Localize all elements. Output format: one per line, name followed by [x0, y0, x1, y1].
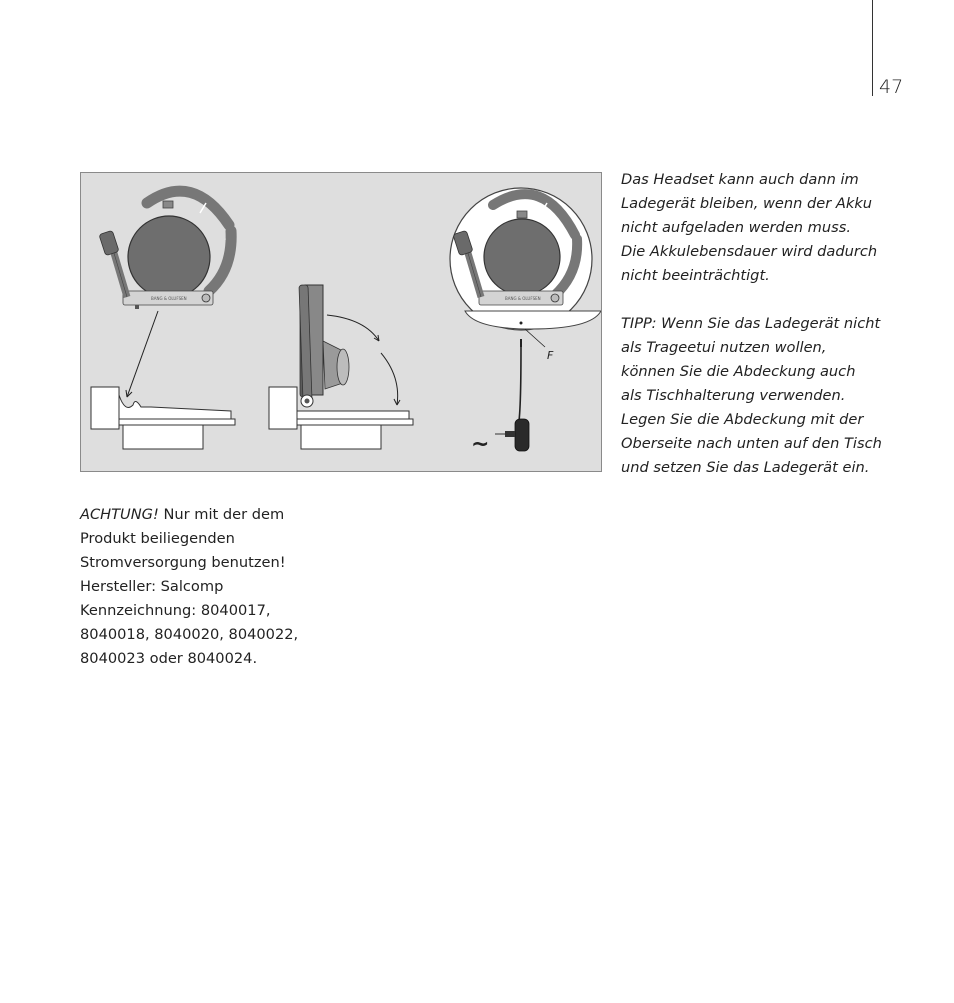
text-line: Hersteller: Salcomp	[80, 578, 224, 595]
mains-symbol: ~	[471, 432, 490, 457]
warning-paragraph	[80, 503, 360, 671]
charger-illustration	[80, 172, 602, 472]
text-line: Legen Sie die Abdeckung mit der	[621, 411, 864, 428]
text-line: Das Headset kann auch dann im	[621, 171, 859, 188]
charger-stand-3	[450, 188, 601, 330]
charger-cover-1	[91, 387, 235, 449]
text-line: 8040023 oder 8040024.	[80, 650, 258, 667]
text-line: Ladegerät bleiben, wenn der Akku	[621, 195, 873, 212]
text-line: als Trageetui nutzen wollen,	[621, 339, 827, 356]
text-line: nicht beeinträchtigt.	[621, 267, 770, 284]
page-divider-line	[872, 0, 873, 96]
text-line: Oberseite nach unten auf den Tisch	[621, 435, 882, 452]
charger-with-headset-1	[99, 191, 231, 309]
warning-emphasis: ACHTUNG!	[80, 506, 159, 523]
label-f: F	[547, 349, 554, 362]
warning-note	[80, 503, 360, 671]
power-cable-and-plug	[495, 339, 529, 451]
text-line: Stromversorgung benutzen!	[80, 554, 286, 571]
svg-text:BANG & OLUFSEN: BANG & OLUFSEN	[505, 296, 541, 301]
svg-text:BANG & OLUFSEN: BANG & OLUFSEN	[151, 296, 187, 301]
text-line: nicht aufgeladen werden muss.	[621, 219, 851, 236]
charger-illustration-drawing	[81, 173, 601, 471]
text-line: und setzen Sie das Ladegerät ein.	[621, 459, 870, 476]
side-note-paragraph-2	[621, 312, 901, 480]
side-note-paragraph-1	[621, 168, 901, 288]
text-line: können Sie die Abdeckung auch	[621, 363, 856, 380]
text-line: Produkt beiliegenden	[80, 530, 235, 547]
text-line: Die Akkulebensdauer wird dadurch	[621, 243, 878, 260]
text-line: als Tischhalterung verwenden.	[621, 387, 846, 404]
charger-cover-2	[269, 387, 413, 449]
text-line: 8040018, 8040020, 8040022,	[80, 626, 299, 643]
text-line: TIPP: Wenn Sie das Ladegerät nicht	[621, 315, 881, 332]
charger-with-headset-2	[299, 285, 349, 407]
side-note	[621, 168, 901, 480]
text-line: Nur mit der dem	[158, 506, 285, 523]
page-number: 47	[879, 76, 904, 98]
text-line: Kennzeichnung: 8040017,	[80, 602, 271, 619]
